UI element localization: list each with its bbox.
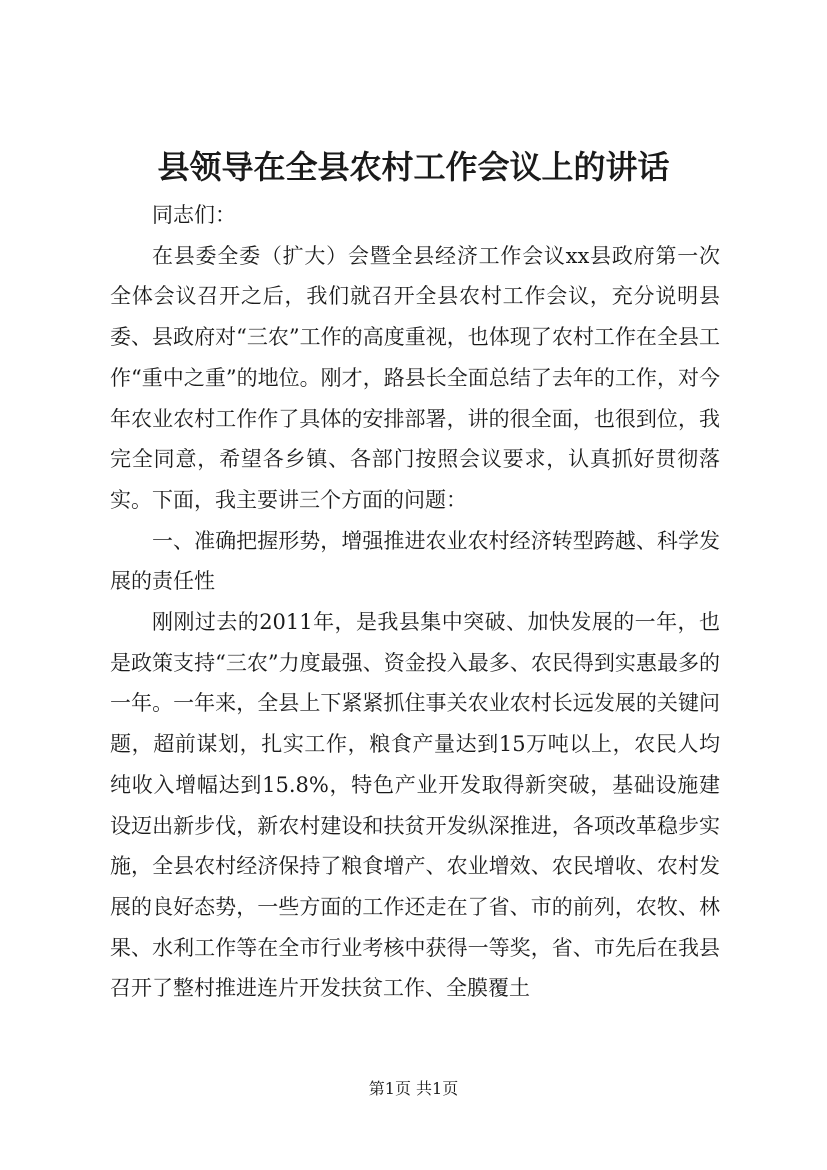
document-body (110, 195, 720, 1009)
salutation-paragraph: 同志们： (152, 203, 236, 227)
section-heading-paragraph: 一、准确把握形势，增强推进农业农村经济转型跨越、科学发展的责任性 (110, 528, 720, 594)
page-footer: 第1页 共1页 (368, 1079, 459, 1098)
document-title: 县领导在全县农村工作会议上的讲话 (157, 148, 670, 186)
intro-paragraph: 在县委全委（扩大）会暨全县经济工作会议xx县政府第一次全体会议召开之后，我们就召开全县农村工作会议，充分说明县委、县政府对“三农”工作的高度重视，也体现了农村工作在全县工作“重中之重”的地位。刚才，路县长全面总结了去年的工作，对今年农业农村工作作了具体的安排部署，讲的很全面，也很到位，我完全同意，希望各乡镇、各部门按照会议要求，认真抓好贯彻落实。下面，我主要讲三个方面的问题： (110, 243, 720, 512)
review-paragraph: 刚刚过去的2011年，是我县集中突破、加快发展的一年，也是政策支持“三农”力度最强、资金投入最多、农民得到实惠最多的一年。一年来，全县上下紧紧抓住事关农业农村长远发展的关键问题，超前谋划，扎实工作，粮食产量达到15万吨以上，农民人均纯收入增幅达到15.8%，特色产业开发取得新突破，基础设施建设迈出新步伐，新农村建设和扶贫开发纵深推进，各项改革稳步实施，全县农村经济保持了粮食增产、农业增效、农民增收、农村发展的良好态势，一些方面的工作还走在了省、市的前列，农牧、林果、水利工作等在全市行业考核中获得一等奖，省、市先后在我县召开了整村推进连片开发扶贫工作、全膜覆土 (110, 610, 720, 1001)
